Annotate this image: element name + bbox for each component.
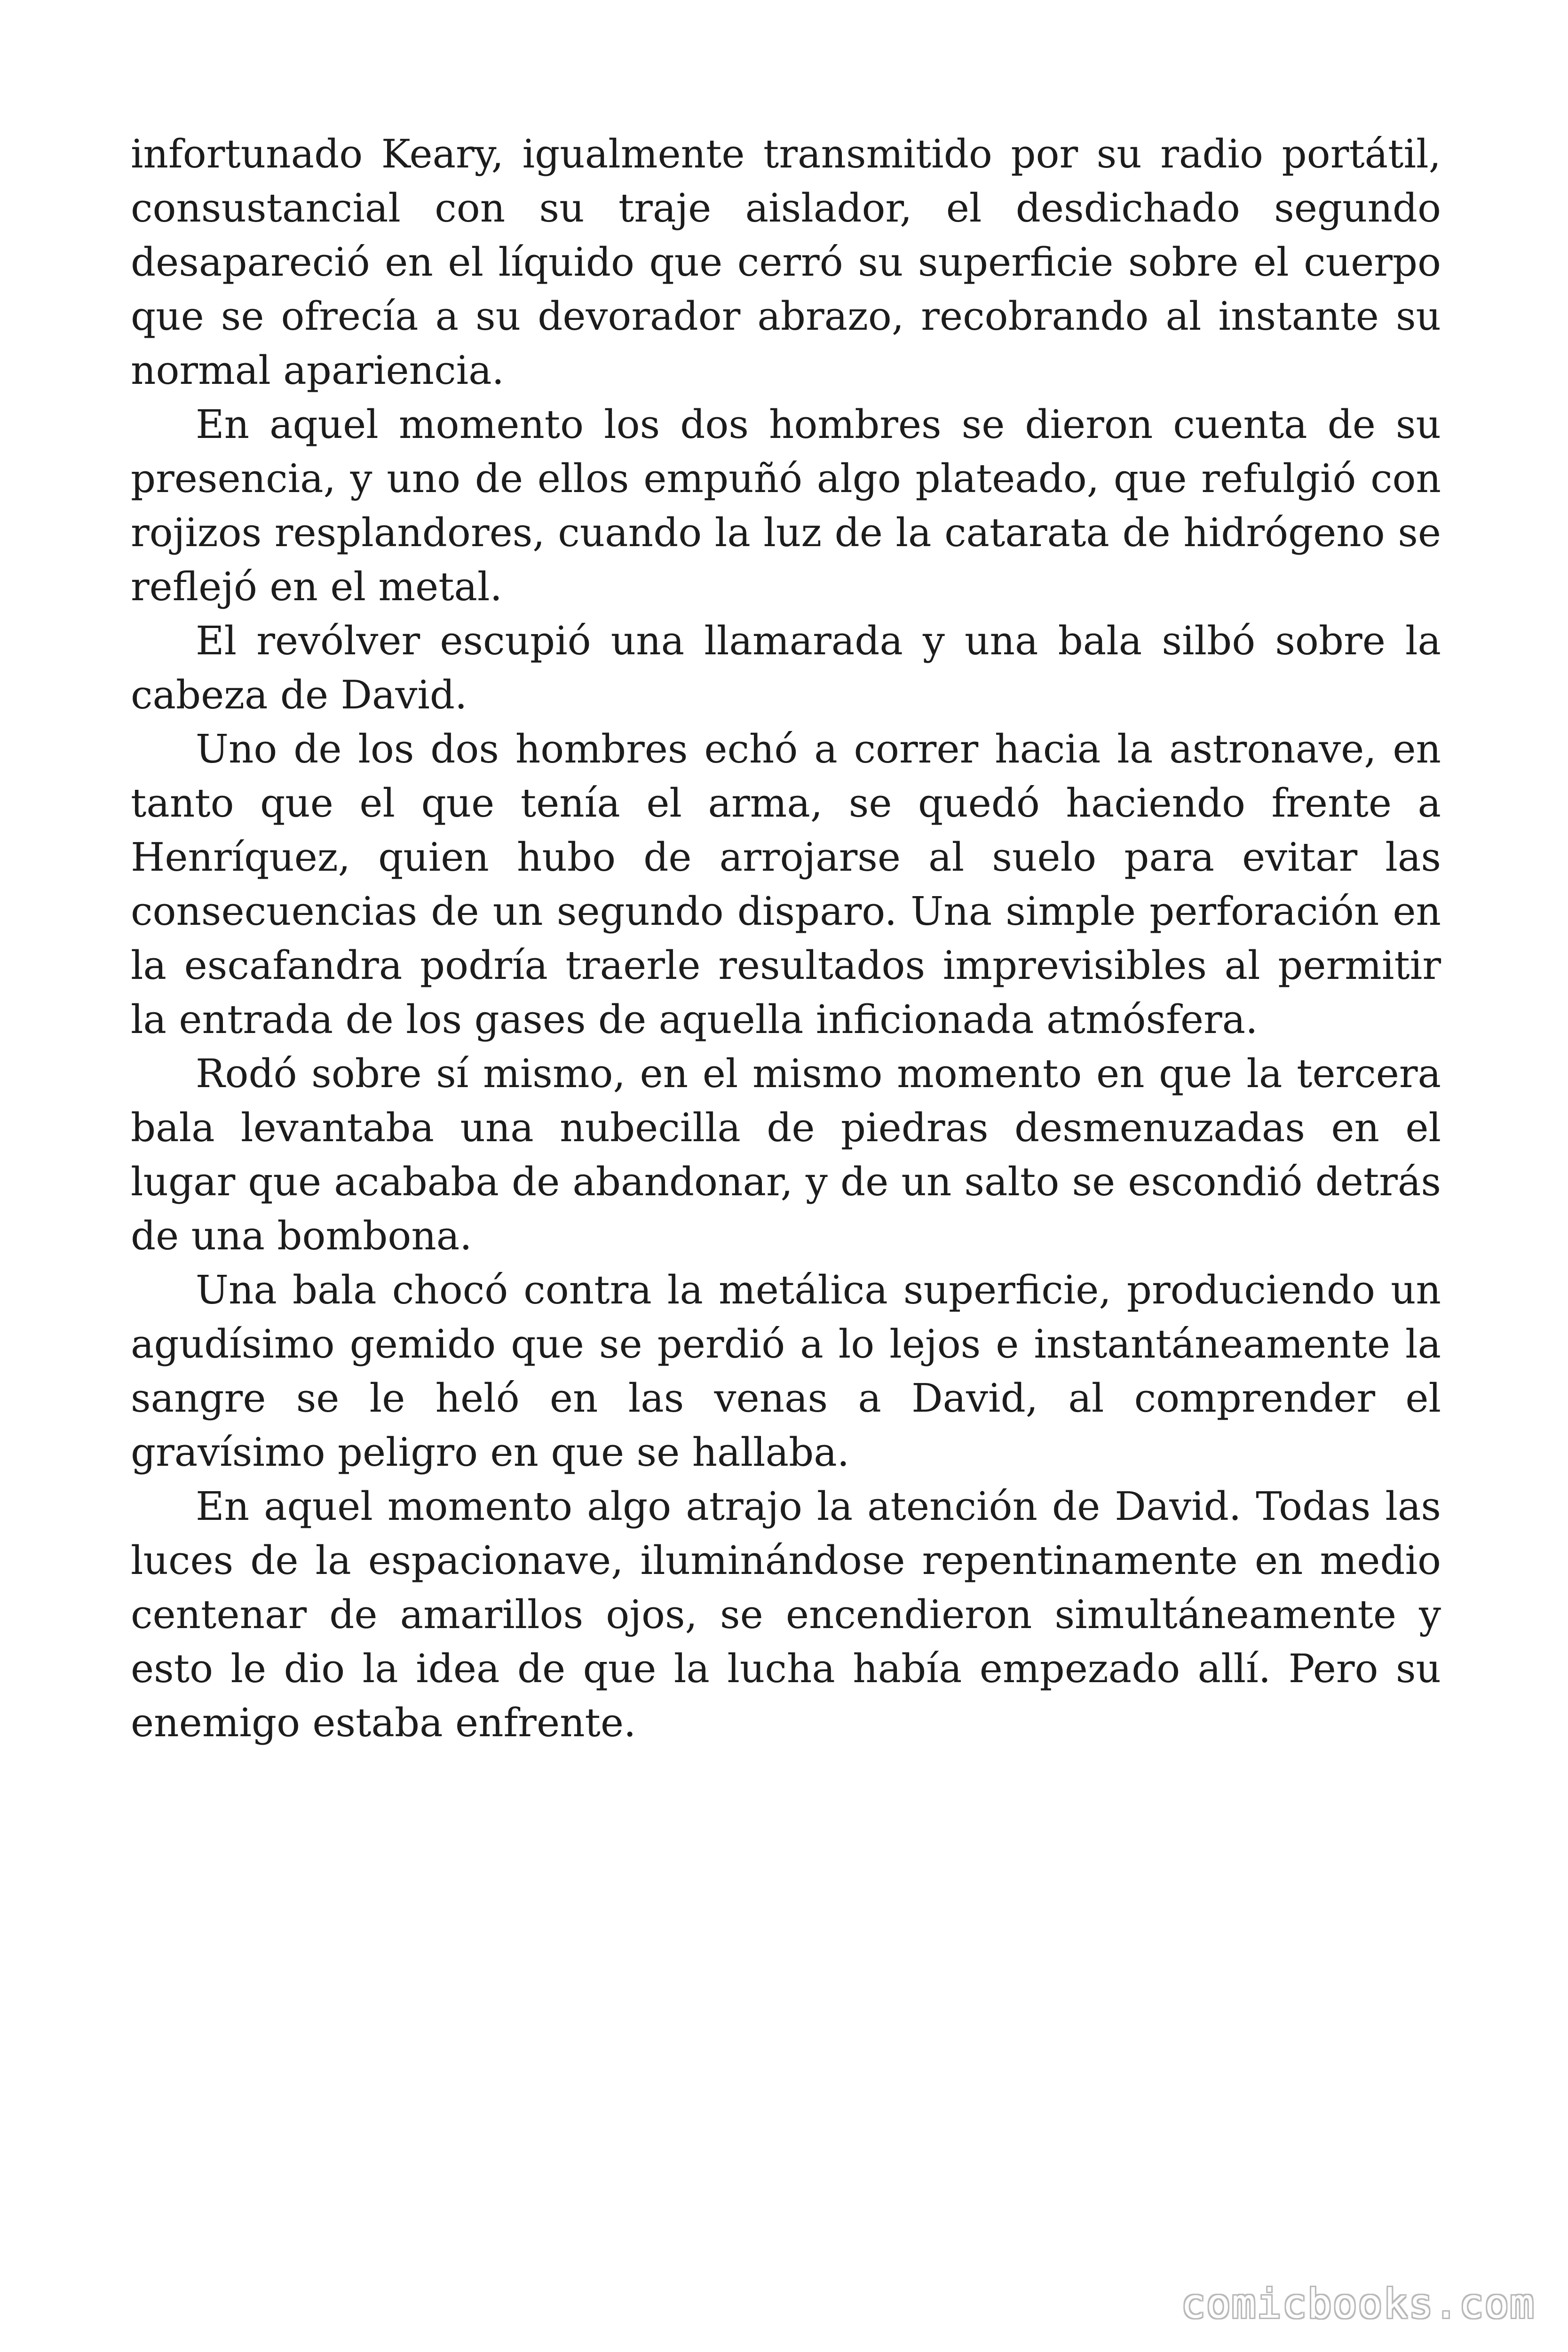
watermark: comicbooks.com [1181,2280,1535,2328]
paragraph-1: infortunado Keary, igualmente transmitido por su radio portátil, consustancial con su traje aislador, el desdichado segundo desapareció en el líquido que cerró su superficie sobre el cuerpo que se ofrecía a su devorador abrazo, recobrando al instante su normal apariencia. [131,131,1441,393]
paragraph-5: Rodó sobre sí mismo, en el mismo momento en que la tercera bala levantaba una nubecilla de piedras desmenuzadas en el lugar que acababa de abandonar, y de un salto se escondió detrás de una bombona. [131,1051,1441,1259]
paragraph-7: En aquel momento algo atrajo la atención de David. Todas las luces de la espacionave, iluminándose repentinamente en medio centenar de amarillos ojos, se encendieron simultáneamente y esto le dio la idea de que la lucha había empezado allí. Pero su enemigo estaba enfrente. [131,1484,1441,1746]
paragraph-3: El revólver escupió una llamarada y una bala silbó sobre la cabeza de David. [131,618,1441,718]
paragraph-4: Uno de los dos hombres echó a correr hacia la astronave, en tanto que el que tenía el arma, se quedó haciendo frente a Henríquez, quien hubo de arrojarse al suelo para evitar las consecuencias de un segundo disparo. Una simple perforación en la escafandra podría traerle resultados imprevisibles al permitir la entrada de los gases de aquella inficionada atmósfera. [131,726,1441,1042]
paragraph-2: En aquel momento los dos hombres se dieron cuenta de su presencia, y uno de ellos empuñó algo plateado, que refulgió con rojizos resplandores, cuando la luz de la catarata de hidrógeno se reflejó en el metal. [131,402,1441,610]
paragraph-6: Una bala chocó contra la metálica superficie, produciendo un agudísimo gemido que se perdió a lo lejos e instantáneamente la sangre se le heló en las venas a David, al comprender el gravísimo peligro en que se hallaba. [131,1267,1441,1475]
body-text [131,127,1441,1750]
